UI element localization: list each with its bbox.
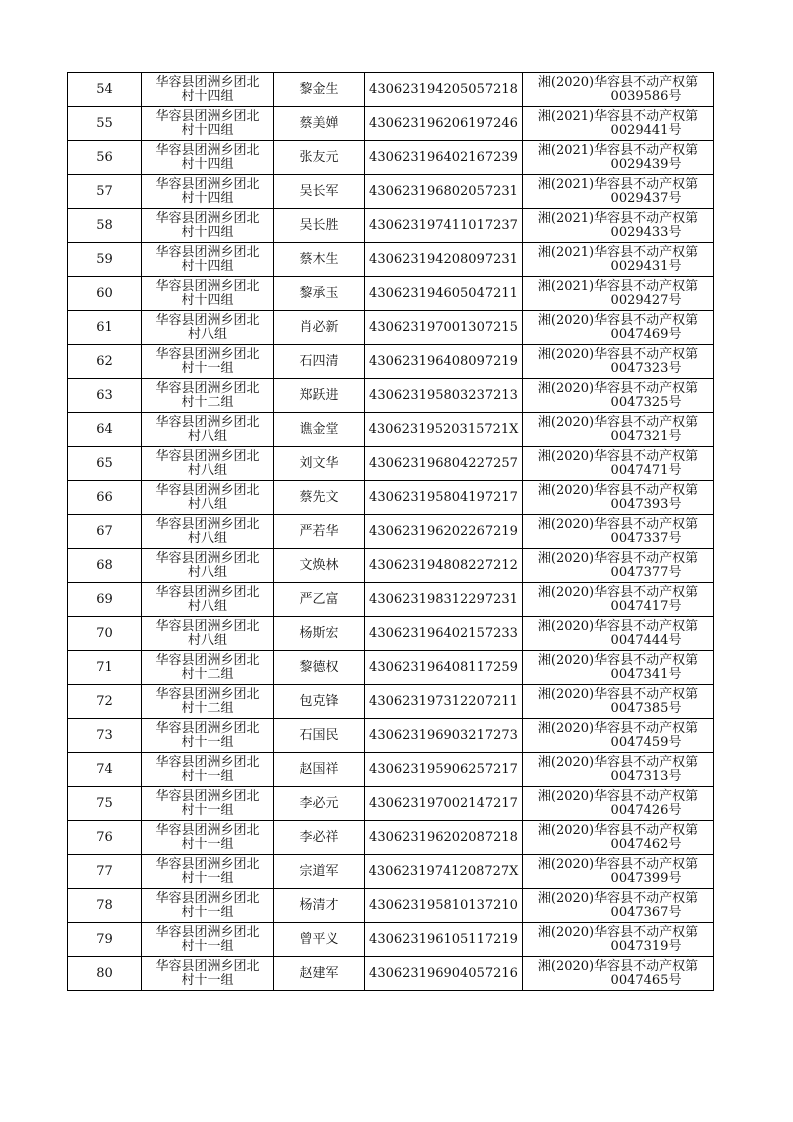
certificate-cell	[523, 651, 714, 685]
certificate-line-1: 湘(2020)华容县不动产权第	[537, 822, 699, 838]
address-cell	[142, 787, 274, 821]
certificate-line-1: 湘(2020)华容县不动产权第	[537, 720, 699, 736]
address-line-2: 村八组	[187, 632, 227, 648]
table-row	[68, 447, 714, 481]
certificate-line-2: 0047426号	[610, 802, 682, 818]
address-line-1: 华容县团洲乡团北	[155, 890, 260, 906]
table-row	[68, 855, 714, 889]
address-line-1: 华容县团洲乡团北	[155, 788, 260, 804]
owner-name: 赵国祥	[274, 753, 365, 787]
id-number: 430623194605047211	[365, 277, 523, 311]
certificate-cell	[523, 719, 714, 753]
certificate-line-1: 湘(2020)华容县不动产权第	[537, 584, 699, 600]
address-cell	[142, 175, 274, 209]
table-row	[68, 583, 714, 617]
address-cell	[142, 515, 274, 549]
address-cell	[142, 583, 274, 617]
id-number: 430623194808227212	[365, 549, 523, 583]
certificate-line-2: 0047459号	[610, 734, 682, 750]
address-line-1: 华容县团洲乡团北	[155, 856, 260, 872]
certificate-line-2: 0047465号	[610, 972, 682, 988]
owner-name: 杨斯宏	[274, 617, 365, 651]
row-number: 80	[68, 957, 142, 991]
row-number: 71	[68, 651, 142, 685]
address-line-2: 村十二组	[181, 666, 234, 682]
id-number: 430623196402167239	[365, 141, 523, 175]
certificate-cell	[523, 447, 714, 481]
address-line-1: 华容县团洲乡团北	[155, 516, 260, 532]
certificate-line-1: 湘(2020)华容县不动产权第	[537, 890, 699, 906]
certificate-line-2: 0047341号	[610, 666, 682, 682]
property-register-table	[67, 72, 714, 991]
owner-name: 黎德权	[274, 651, 365, 685]
certificate-cell	[523, 209, 714, 243]
owner-name: 蔡美婵	[274, 107, 365, 141]
address-line-1: 华容县团洲乡团北	[155, 958, 260, 974]
certificate-line-2: 0047385号	[610, 700, 682, 716]
row-number: 60	[68, 277, 142, 311]
table-row	[68, 753, 714, 787]
certificate-cell	[523, 175, 714, 209]
table-row	[68, 515, 714, 549]
certificate-line-1: 湘(2020)华容县不动产权第	[537, 754, 699, 770]
address-cell	[142, 923, 274, 957]
table-row	[68, 379, 714, 413]
address-line-2: 村十四组	[181, 122, 234, 138]
certificate-line-2: 0047337号	[610, 530, 682, 546]
certificate-cell	[523, 889, 714, 923]
table-row	[68, 957, 714, 991]
certificate-line-2: 0047325号	[610, 394, 682, 410]
table-row	[68, 209, 714, 243]
id-number: 430623195804197217	[365, 481, 523, 515]
address-line-1: 华容县团洲乡团北	[155, 380, 260, 396]
owner-name: 刘文华	[274, 447, 365, 481]
row-number: 61	[68, 311, 142, 345]
row-number: 64	[68, 413, 142, 447]
certificate-cell	[523, 141, 714, 175]
address-line-2: 村十一组	[181, 768, 234, 784]
id-number: 430623197002147217	[365, 787, 523, 821]
certificate-line-2: 0029441号	[610, 122, 682, 138]
row-number: 63	[68, 379, 142, 413]
owner-name: 张友元	[274, 141, 365, 175]
owner-name: 文焕林	[274, 549, 365, 583]
certificate-line-2: 0039586号	[610, 88, 682, 104]
address-line-1: 华容县团洲乡团北	[155, 210, 260, 226]
row-number: 57	[68, 175, 142, 209]
certificate-line-2: 0047319号	[610, 938, 682, 954]
address-line-2: 村十一组	[181, 972, 234, 988]
id-number: 430623196206197246	[365, 107, 523, 141]
certificate-cell	[523, 379, 714, 413]
address-line-2: 村十一组	[181, 734, 234, 750]
address-line-1: 华容县团洲乡团北	[155, 176, 260, 192]
address-cell	[142, 481, 274, 515]
certificate-cell	[523, 107, 714, 141]
id-number: 430623194205057218	[365, 73, 523, 107]
address-line-2: 村十二组	[181, 394, 234, 410]
address-line-1: 华容县团洲乡团北	[155, 720, 260, 736]
address-line-1: 华容县团洲乡团北	[155, 312, 260, 328]
certificate-line-1: 湘(2020)华容县不动产权第	[537, 924, 699, 940]
certificate-line-2: 0047321号	[610, 428, 682, 444]
row-number: 75	[68, 787, 142, 821]
table-row	[68, 719, 714, 753]
id-number: 430623196202267219	[365, 515, 523, 549]
certificate-cell	[523, 413, 714, 447]
certificate-cell	[523, 515, 714, 549]
certificate-line-1: 湘(2021)华容县不动产权第	[537, 210, 699, 226]
address-line-2: 村八组	[187, 428, 227, 444]
owner-name: 严乙富	[274, 583, 365, 617]
owner-name: 杨清才	[274, 889, 365, 923]
address-cell	[142, 73, 274, 107]
row-number: 55	[68, 107, 142, 141]
address-cell	[142, 345, 274, 379]
address-cell	[142, 651, 274, 685]
id-number: 430623195906257217	[365, 753, 523, 787]
table-row	[68, 685, 714, 719]
certificate-line-1: 湘(2020)华容县不动产权第	[537, 74, 699, 90]
address-cell	[142, 753, 274, 787]
certificate-cell	[523, 73, 714, 107]
table-row	[68, 889, 714, 923]
address-line-2: 村十四组	[181, 292, 234, 308]
row-number: 77	[68, 855, 142, 889]
address-line-2: 村十四组	[181, 88, 234, 104]
certificate-line-1: 湘(2021)华容县不动产权第	[537, 244, 699, 260]
address-cell	[142, 379, 274, 413]
id-number: 43062319520315721X	[365, 413, 523, 447]
certificate-line-2: 0029437号	[610, 190, 682, 206]
address-line-2: 村八组	[187, 598, 227, 614]
address-line-2: 村十一组	[181, 870, 234, 886]
owner-name: 李必元	[274, 787, 365, 821]
id-number: 430623196804227257	[365, 447, 523, 481]
id-number: 430623195810137210	[365, 889, 523, 923]
address-line-1: 华容县团洲乡团北	[155, 448, 260, 464]
address-line-2: 村八组	[187, 326, 227, 342]
certificate-cell	[523, 277, 714, 311]
certificate-line-1: 湘(2021)华容县不动产权第	[537, 278, 699, 294]
address-line-2: 村八组	[187, 496, 227, 512]
owner-name: 蔡先文	[274, 481, 365, 515]
id-number: 430623196904057216	[365, 957, 523, 991]
id-number: 430623198312297231	[365, 583, 523, 617]
id-number: 430623196802057231	[365, 175, 523, 209]
address-cell	[142, 107, 274, 141]
row-number: 56	[68, 141, 142, 175]
certificate-line-1: 湘(2020)华容县不动产权第	[537, 652, 699, 668]
row-number: 78	[68, 889, 142, 923]
row-number: 74	[68, 753, 142, 787]
address-cell	[142, 413, 274, 447]
address-line-1: 华容县团洲乡团北	[155, 74, 260, 90]
owner-name: 宗道军	[274, 855, 365, 889]
certificate-line-2: 0047393号	[610, 496, 682, 512]
id-number: 430623197312207211	[365, 685, 523, 719]
id-number: 430623196402157233	[365, 617, 523, 651]
address-line-1: 华容县团洲乡团北	[155, 822, 260, 838]
owner-name: 黎承玉	[274, 277, 365, 311]
address-line-2: 村十一组	[181, 836, 234, 852]
address-line-1: 华容县团洲乡团北	[155, 584, 260, 600]
table-row	[68, 243, 714, 277]
certificate-cell	[523, 685, 714, 719]
certificate-line-2: 0047313号	[610, 768, 682, 784]
certificate-line-2: 0047469号	[610, 326, 682, 342]
address-line-2: 村八组	[187, 530, 227, 546]
address-line-1: 华容县团洲乡团北	[155, 652, 260, 668]
address-cell	[142, 447, 274, 481]
certificate-line-1: 湘(2020)华容县不动产权第	[537, 414, 699, 430]
certificate-cell	[523, 345, 714, 379]
address-cell	[142, 889, 274, 923]
owner-name: 肖必新	[274, 311, 365, 345]
certificate-line-1: 湘(2021)华容县不动产权第	[537, 142, 699, 158]
address-line-2: 村十一组	[181, 938, 234, 954]
id-number: 430623197411017237	[365, 209, 523, 243]
table-row	[68, 345, 714, 379]
certificate-line-1: 湘(2020)华容县不动产权第	[537, 312, 699, 328]
id-number: 430623197001307215	[365, 311, 523, 345]
row-number: 54	[68, 73, 142, 107]
table-row	[68, 651, 714, 685]
certificate-cell	[523, 549, 714, 583]
certificate-line-2: 0047367号	[610, 904, 682, 920]
address-line-2: 村十二组	[181, 700, 234, 716]
id-number: 430623195803237213	[365, 379, 523, 413]
certificate-line-1: 湘(2020)华容县不动产权第	[537, 618, 699, 634]
address-line-1: 华容县团洲乡团北	[155, 346, 260, 362]
address-line-1: 华容县团洲乡团北	[155, 618, 260, 634]
address-cell	[142, 141, 274, 175]
id-number: 430623196105117219	[365, 923, 523, 957]
certificate-line-2: 0047462号	[610, 836, 682, 852]
address-line-1: 华容县团洲乡团北	[155, 924, 260, 940]
certificate-line-1: 湘(2020)华容县不动产权第	[537, 380, 699, 396]
table-body	[68, 73, 714, 991]
address-line-2: 村十一组	[181, 802, 234, 818]
row-number: 62	[68, 345, 142, 379]
certificate-line-2: 0029431号	[610, 258, 682, 274]
certificate-cell	[523, 583, 714, 617]
address-line-1: 华容县团洲乡团北	[155, 686, 260, 702]
owner-name: 吴长军	[274, 175, 365, 209]
owner-name: 郑跃进	[274, 379, 365, 413]
certificate-line-1: 湘(2020)华容县不动产权第	[537, 448, 699, 464]
owner-name: 严若华	[274, 515, 365, 549]
row-number: 66	[68, 481, 142, 515]
table-row	[68, 107, 714, 141]
certificate-line-1: 湘(2020)华容县不动产权第	[537, 856, 699, 872]
certificate-line-2: 0029427号	[610, 292, 682, 308]
address-line-1: 华容县团洲乡团北	[155, 142, 260, 158]
address-cell	[142, 821, 274, 855]
certificate-line-1: 湘(2021)华容县不动产权第	[537, 108, 699, 124]
row-number: 70	[68, 617, 142, 651]
id-number: 430623194208097231	[365, 243, 523, 277]
owner-name: 曾平义	[274, 923, 365, 957]
owner-name: 赵建军	[274, 957, 365, 991]
row-number: 73	[68, 719, 142, 753]
certificate-line-2: 0047444号	[610, 632, 682, 648]
table-row	[68, 787, 714, 821]
table-row	[68, 277, 714, 311]
address-line-1: 华容县团洲乡团北	[155, 414, 260, 430]
row-number: 58	[68, 209, 142, 243]
certificate-cell	[523, 957, 714, 991]
certificate-cell	[523, 753, 714, 787]
address-line-2: 村十一组	[181, 360, 234, 376]
row-number: 67	[68, 515, 142, 549]
certificate-line-2: 0029439号	[610, 156, 682, 172]
certificate-cell	[523, 617, 714, 651]
id-number: 430623196408097219	[365, 345, 523, 379]
certificate-line-1: 湘(2020)华容县不动产权第	[537, 550, 699, 566]
table-row	[68, 821, 714, 855]
certificate-line-2: 0029433号	[610, 224, 682, 240]
address-line-2: 村十一组	[181, 904, 234, 920]
table-row	[68, 481, 714, 515]
owner-name: 石国民	[274, 719, 365, 753]
address-cell	[142, 311, 274, 345]
address-line-1: 华容县团洲乡团北	[155, 754, 260, 770]
address-line-1: 华容县团洲乡团北	[155, 244, 260, 260]
certificate-line-2: 0047323号	[610, 360, 682, 376]
owner-name: 吴长胜	[274, 209, 365, 243]
table-row	[68, 617, 714, 651]
address-cell	[142, 617, 274, 651]
certificate-line-2: 0047471号	[610, 462, 682, 478]
certificate-cell	[523, 787, 714, 821]
table-row	[68, 923, 714, 957]
certificate-cell	[523, 243, 714, 277]
table-row	[68, 175, 714, 209]
certificate-line-2: 0047399号	[610, 870, 682, 886]
certificate-cell	[523, 923, 714, 957]
address-line-1: 华容县团洲乡团北	[155, 108, 260, 124]
certificate-line-1: 湘(2020)华容县不动产权第	[537, 346, 699, 362]
certificate-line-2: 0047377号	[610, 564, 682, 580]
owner-name: 包克锋	[274, 685, 365, 719]
address-line-2: 村十四组	[181, 156, 234, 172]
address-cell	[142, 209, 274, 243]
address-cell	[142, 855, 274, 889]
row-number: 68	[68, 549, 142, 583]
address-cell	[142, 277, 274, 311]
table-row	[68, 549, 714, 583]
address-cell	[142, 719, 274, 753]
certificate-line-1: 湘(2021)华容县不动产权第	[537, 176, 699, 192]
row-number: 69	[68, 583, 142, 617]
certificate-line-2: 0047417号	[610, 598, 682, 614]
certificate-line-1: 湘(2020)华容县不动产权第	[537, 788, 699, 804]
certificate-cell	[523, 481, 714, 515]
row-number: 72	[68, 685, 142, 719]
table-row	[68, 311, 714, 345]
row-number: 65	[68, 447, 142, 481]
id-number: 430623196903217273	[365, 719, 523, 753]
table-row	[68, 73, 714, 107]
table-row	[68, 141, 714, 175]
address-line-2: 村十四组	[181, 190, 234, 206]
address-line-1: 华容县团洲乡团北	[155, 550, 260, 566]
address-line-1: 华容县团洲乡团北	[155, 278, 260, 294]
address-line-2: 村十四组	[181, 224, 234, 240]
owner-name: 蔡木生	[274, 243, 365, 277]
certificate-cell	[523, 311, 714, 345]
id-number: 43062319741208727X	[365, 855, 523, 889]
certificate-cell	[523, 821, 714, 855]
row-number: 76	[68, 821, 142, 855]
address-cell	[142, 685, 274, 719]
address-cell	[142, 549, 274, 583]
owner-name: 石四清	[274, 345, 365, 379]
row-number: 79	[68, 923, 142, 957]
id-number: 430623196202087218	[365, 821, 523, 855]
certificate-cell	[523, 855, 714, 889]
address-cell	[142, 957, 274, 991]
address-cell	[142, 243, 274, 277]
row-number: 59	[68, 243, 142, 277]
address-line-2: 村十四组	[181, 258, 234, 274]
owner-name: 黎金生	[274, 73, 365, 107]
owner-name: 李必祥	[274, 821, 365, 855]
address-line-2: 村八组	[187, 462, 227, 478]
certificate-line-1: 湘(2020)华容县不动产权第	[537, 686, 699, 702]
address-line-2: 村八组	[187, 564, 227, 580]
table-row	[68, 413, 714, 447]
certificate-line-1: 湘(2020)华容县不动产权第	[537, 516, 699, 532]
certificate-line-1: 湘(2020)华容县不动产权第	[537, 958, 699, 974]
id-number: 430623196408117259	[365, 651, 523, 685]
address-line-1: 华容县团洲乡团北	[155, 482, 260, 498]
certificate-line-1: 湘(2020)华容县不动产权第	[537, 482, 699, 498]
owner-name: 谯金堂	[274, 413, 365, 447]
